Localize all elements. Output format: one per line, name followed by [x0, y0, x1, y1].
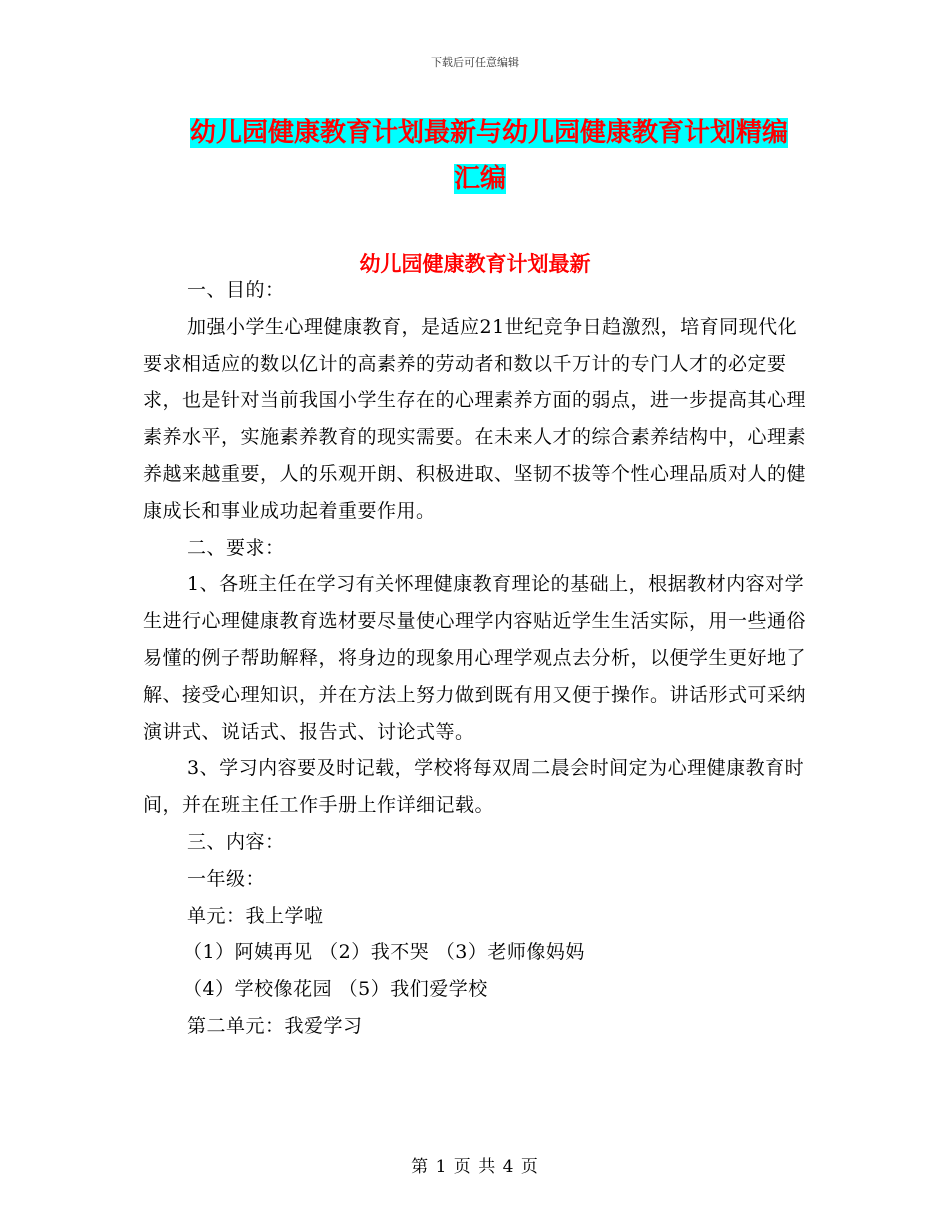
page-header-note: 下载后可任意编辑 [431, 56, 519, 69]
document-title-line2: 汇编 [453, 164, 506, 194]
document-body [143, 272, 808, 1045]
document-title-line1: 幼儿园健康教育计划最新与幼儿园健康教育计划精编 [190, 118, 789, 148]
unit-1-lessons-a: （1）阿姨再见 （2）我不哭 （3）老师像妈妈 [183, 941, 585, 964]
paragraph-requirement-3: 3、学习内容要及时记载，学校将每双周二晨会时间定为心理健康教育时间，并在班主任工作手册上作详细记载。 [143, 757, 805, 817]
heading-requirements: 二、要求： [187, 536, 285, 559]
section-title: 幼儿园健康教育计划最新 [359, 252, 591, 276]
page-number-footer: 第 1 页 共 4 页 [411, 1157, 539, 1177]
document-title [190, 110, 810, 202]
grade-label: 一年级： [187, 867, 266, 890]
heading-purpose: 一、目的： [187, 279, 285, 301]
paragraph-requirement-1: 1、各班主任在学习有关怀理健康教育理论的基础上，根据教材内容对学生进行心理健康教育选材要尽量使心理学内容贴近学生生活实际，用一些通俗易懂的例子帮助解释，将身边的现象用心理学观点去分析，以便学生更好地了解、接受心理知识，并在方法上努力做到既有用又便于操作。讲话形式可采纳演讲式、说话式、报告式、讨论式等。 [143, 573, 807, 743]
heading-content: 三、内容： [187, 830, 285, 853]
unit-2-label: 第二单元：我爱学习 [187, 1014, 363, 1037]
unit-1-lessons-b: （4）学校像花园 （5）我们爱学校 [183, 978, 488, 1001]
paragraph-purpose: 加强小学生心理健康教育，是适应21世纪竞争日趋激烈，培育同现代化要求相适应的数以亿计的高素养的劳动者和数以千万计的专门人才的必定要求，也是针对当前我国小学生存在的心理素养方面的弱点，进一步提高其心理素养水平，实施素养教育的现实需要。在未来人才的综合素养结构中，心理素养越来越重要，人的乐观开朗、积极进取、坚韧不拔等个性心理品质对人的健康成长和事业成功起着重要作用。 [143, 315, 807, 522]
unit-1-label: 单元：我上学啦 [187, 904, 324, 927]
